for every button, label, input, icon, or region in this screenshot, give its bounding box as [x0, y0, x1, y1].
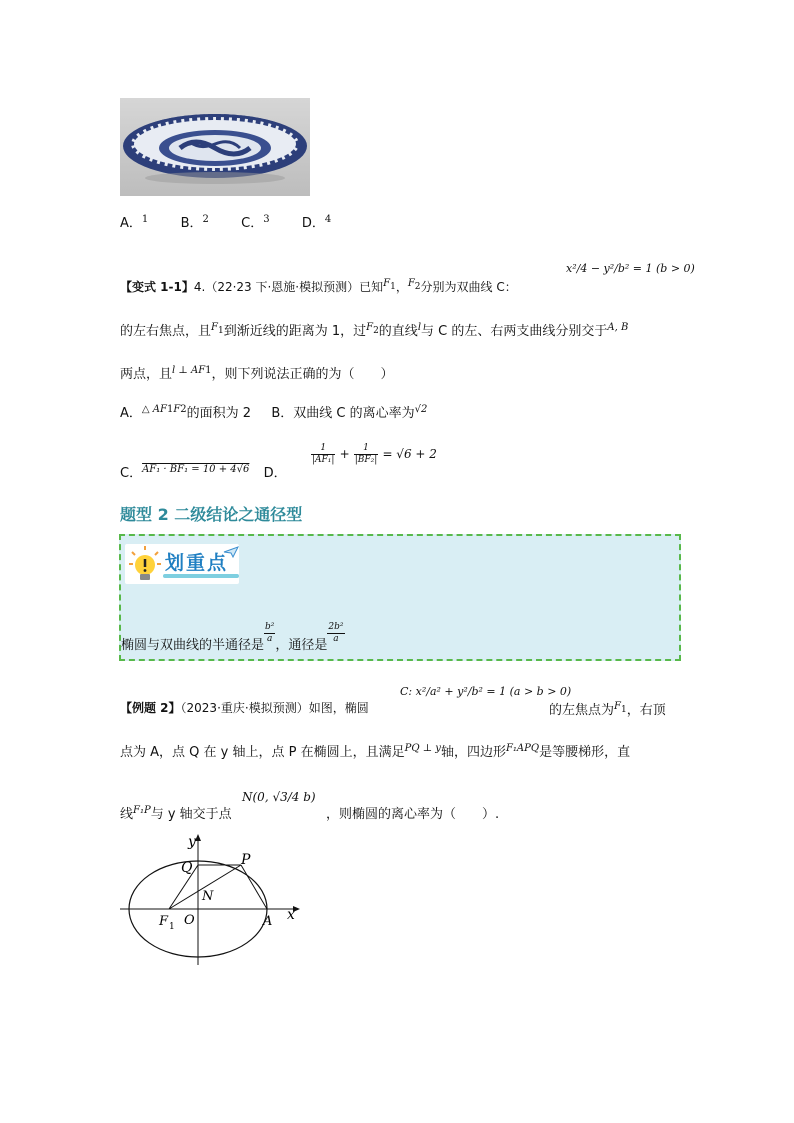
label-o: O — [184, 913, 195, 928]
example-line1-end: 的左焦点为$^{F1}$，右顶 — [549, 701, 666, 718]
q2-option-d[interactable]: D． — [263, 466, 287, 481]
latus-formula: $\frac{\text{2b²}}{a}$ — [328, 622, 344, 644]
q2-option-a[interactable]: A．$^{\triangle AF1F2}$的面积为 2 — [120, 404, 252, 421]
example-line2: 点为 A，点 Q 在 y 轴上，点 P 在椭圆上，且满足$^{PQ \perp y}$轴，四边形$^{F_1APQ}$是等腰梯形，直 — [120, 743, 631, 760]
keypoint-badge — [125, 544, 239, 584]
point-n: N(0, √3/4 b) — [242, 790, 316, 804]
q1-option-c[interactable]: C．$^3$ — [241, 214, 270, 231]
q2-number: 4. — [193, 280, 206, 294]
q1-options — [120, 212, 331, 231]
q1-option-b[interactable]: B．$^2$ — [180, 214, 209, 231]
keypoint-box — [119, 534, 681, 661]
paper-plane-icon — [223, 546, 239, 558]
example-line1: 【例题 2】（2023·重庆·模拟预测）如图，椭圆 — [120, 701, 369, 715]
q1-option-a[interactable]: A．$^1$ — [120, 214, 149, 231]
hyperbola-equation: x²/4 − y²/b² = 1 (b > 0) — [566, 262, 695, 275]
label-f: F — [159, 914, 169, 929]
section-title: 题型 2 二级结论之通径型 — [120, 505, 303, 524]
q2-options-ab — [120, 402, 427, 421]
label-y: y — [188, 834, 196, 850]
label-a: A — [263, 914, 273, 929]
label-p: P — [241, 852, 251, 868]
q2-option-b[interactable]: B．双曲线 C 的离心率为$^{√2}$ — [271, 404, 428, 421]
q2-source: （22·23 下·恩施·模拟预测） — [205, 280, 360, 294]
label-q: Q — [181, 860, 193, 876]
q2-tag: 【变式 1-1】 — [120, 280, 194, 294]
q2-line3: 两点，且$^{l \perp AF1}$，则下列说法正确的为（ ） — [120, 365, 394, 382]
ellipse-figure — [118, 832, 308, 967]
example-line3-end: ，则椭圆的离心率为（ ）. — [326, 807, 500, 822]
q2-options-cd — [120, 462, 287, 481]
lightbulb-icon — [127, 544, 163, 584]
q2-option-d-formula: $\frac{1}{\text{|AF₁|}}$ + $\frac{1}{\text{|BF₂|}}$ = √6 + 2 — [312, 443, 437, 465]
example-line3: 线$^{F_1P}$与 y 轴交于点 — [120, 805, 232, 822]
example-tag: 【例题 2】 — [120, 701, 181, 715]
keypoint-text: 椭圆与双曲线的半通径是 $\frac{\text{b²}}{a}$ ，通径是 $\frac{\text{2b²}}{a}$ — [121, 622, 344, 653]
label-n: N — [202, 889, 214, 904]
label-x: x — [287, 907, 295, 923]
q2-line1: 【变式 1-1】4.（22·23 下·恩施·模拟预测）已知$^{F1}$，$^{F2}$分别为双曲线 C： — [120, 278, 517, 294]
q2-option-c[interactable]: C．$^{AF_1 \cdot BF_1 = 10 + 4√6}$ — [120, 464, 250, 481]
ellipse-equation: C: x²/a² + y²/b² = 1 (a > b > 0) — [400, 685, 572, 698]
label-f-sub: 1 — [169, 922, 175, 932]
q1-option-d[interactable]: D．$^4$ — [301, 214, 332, 231]
half-latus-formula: $\frac{\text{b²}}{a}$ — [265, 622, 275, 644]
keypoint-badge-text: 划重点 — [165, 552, 229, 574]
porcelain-plate-image — [120, 98, 310, 196]
q2-line2: 的左右焦点，且$^{F1}$到渐近线的距离为 1，过$^{F2}$的直线$^l$与 C 的左、右两支曲线分别交于$^{A, B}$ — [120, 322, 629, 339]
